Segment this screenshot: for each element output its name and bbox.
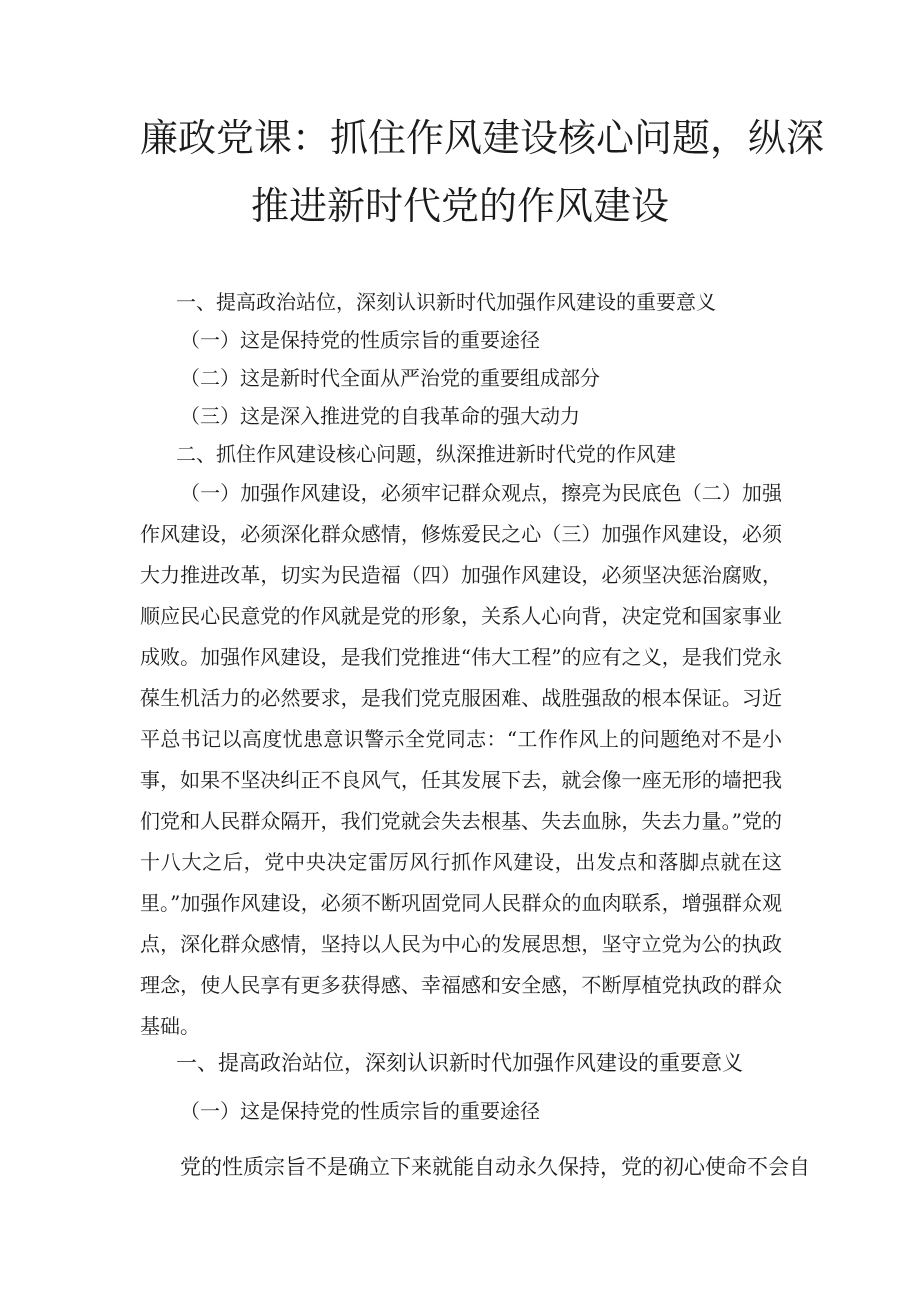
subsection-heading: （一）这是保持党的性质宗旨的重要途径 <box>180 1099 540 1123</box>
outline-item: 二、抓住作风建设核心问题，纵深推进新时代党的作风建 <box>176 442 676 466</box>
outline-item: （二）这是新时代全面从严治党的重要组成部分 <box>180 366 600 390</box>
section-heading: 一、提高政治站位，深刻认识新时代加强作风建设的重要意义 <box>176 1051 743 1075</box>
body-text <box>140 473 782 1047</box>
body-paragraph: （一）加强作风建设，必须牢记群众观点，擦亮为民底色（二）加强作风建设，必须深化群众感情，修炼爱民之心（三）加强作风建设，必须大力推进改革，切实为民造福（四）加强作风建设，必须坚决惩治腐败，顺应民心民意党的作风就是党的形象，关系人心向背，决定党和国家事业成败。加强作风建设，是我们党推进“伟大工程”的应有之义，是我们党永葆生机活力的必然要求，是我们党克服困难、战胜强敌的根本保证。习近平总书记以高度忧患意识警示全党同志：“工作作风上的问题绝对不是小事，如果不坚决纠正不良风气，任其发展下去，就会像一座无形的墙把我们党和人民群众隔开，我们党就会失去根基、失去血脉，失去力量。”党的十八大之后，党中央决定雷厉风行抓作风建设，出发点和落脚点就在这里。”加强作风建设，必须不断巩固党同人民群众的血肉联系，增强群众观点，深化群众感情，坚持以人民为中心的发展思想，坚守立党为公的执政理念，使人民享有更多获得感、幸福感和安全感，不断厚植党执政的群众基础。 <box>140 481 782 1038</box>
title-line-1: 廉政党课：抓住作风建设核心问题，纵深 <box>140 116 825 160</box>
outline-list <box>140 283 790 473</box>
section-paragraph: 党的性质宗旨不是确立下来就能自动永久保持，党的初心使命不会自 <box>180 1155 810 1179</box>
outline-item: 一、提高政治站位，深刻认识新时代加强作风建设的重要意义 <box>176 290 716 314</box>
outline-item: （三）这是深入推进党的自我革命的强大动力 <box>180 404 580 428</box>
title-line-2: 推进新时代党的作风建设 <box>250 184 669 228</box>
outline-item: （一）这是保持党的性质宗旨的重要途径 <box>180 328 540 352</box>
document-title <box>140 104 825 240</box>
